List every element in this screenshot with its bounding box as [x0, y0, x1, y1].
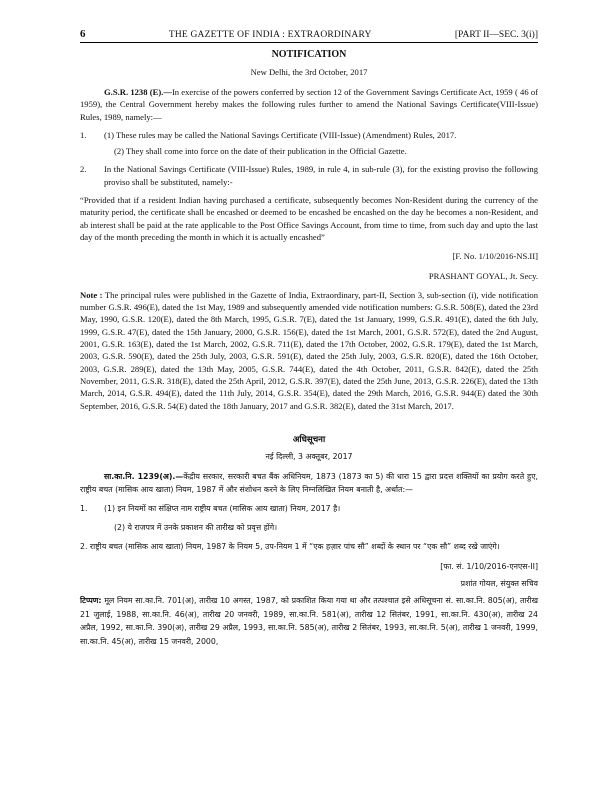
rule-2: 2. In the National Savings Certificate (VIII-Issue) Rules, 1989, in rule 4, in sub-rule (3), for the existing proviso the following proviso shall be substituted, namely:- — [80, 164, 538, 187]
hindi-rule-1-sub-2: (2) ये राजपत्र में उनके प्रकाशन की तारीख को प्रवृत्त होंगे। — [114, 522, 278, 532]
gazette-page — [80, 28, 538, 648]
substituted-proviso: “Provided that if a resident Indian having purchased a certificate, subsequently becomes Non-Resident during the currency of the maturity period, the certificate shall be encashed or deemed to be encashed be encashed on the day he becomes a non-Resident, and ab interest shall be paid at the rate applicable to the Post Office Savings Account, from time to time, from such day and upto the last day of the month preceding the month in which it is actually encashed” — [80, 195, 538, 242]
hindi-rule-2: 2. राष्ट्रीय बचत (मासिक आय खाता) नियम, 1987 के नियम 5, उप-नियम 1 में “एक हज़ार पांच सौ” शब्दों के स्थान पर “एक सौ” शब्द रखे जाएंगे। — [80, 542, 500, 552]
running-header — [80, 28, 538, 43]
note-label: Note : — [80, 289, 103, 300]
gazette-part: [PART II—SEC. 3(i)] — [454, 30, 538, 40]
notification-heading: NOTIFICATION — [271, 49, 347, 60]
hindi-footnote: टिप्पण: मूल नियम सा.का.नि. 701(अ), तारीख 10 अगस्त, 1987, को प्रकाशित किया गया था और तत्पश्चात इसे अधिसूचना सं. सा.का.नि. 805(अ), तारीख 21 जुलाई, 1988, सा.का.नि. 46(अ), तारीख 20 जनवरी, 1989, सा.का.नि. 581(अ), तारीख 12 सितंबर, 1991, सा.का.नि. 430(अ), तारीख 24 अप्रैल, 1992, सा.का.नि. 390(अ), तारीख 29 अप्रैल, 1993, सा.का.नि. 585(अ), तारीख 2 सितंबर, 1993, सा.का.नि. 5(अ), तारीख 1 जनवरी, 1999, सा.का.नि. 45(अ), तारीख 15 जनवरी, 2000, — [80, 596, 539, 646]
hindi-gsr-number: सा.का.नि. 1239(अ).— — [104, 471, 184, 481]
file-number: [F. No. 1/10/2016-NS.II] — [452, 251, 538, 262]
hindi-notification-heading: अधिसूचना — [292, 434, 326, 445]
rule-1-sub-2: (2) They shall come into force on the date of their publication in the Official Gazette. — [114, 146, 407, 157]
notification-preamble: G.S.R. 1238 (E).—In exercise of the powers conferred by section 12 of the Government Savings Certificate Act, 1959 ( 46 of 1959), the Central Government hereby makes the following rules further to amend the National Savings Certificate(VIII-Issue) Rules, 1989, namely:— — [80, 87, 538, 122]
page-number: 6 — [80, 28, 86, 40]
hindi-note-label: टिप्पण: — [80, 596, 102, 606]
rule-1: 1. (1) These rules may be called the National Savings Certificate (VIII-Issue) (Amendment) Rules, 2017. — [80, 129, 457, 140]
hindi-place-date: नई दिल्ली, 3 अक्तूबर, 2017 — [265, 452, 353, 462]
hindi-signatory: प्रशांत गोयल, संयुक्त सचिव — [460, 579, 538, 589]
hindi-file-number: [फा. सं. 1/10/2016-एनएस-II] — [440, 561, 538, 571]
gazette-title: THE GAZETTE OF INDIA : EXTRAORDINARY — [168, 30, 372, 40]
notification-place-date: New Delhi, the 3rd October, 2017 — [250, 67, 368, 77]
footnote: Note : The principal rules were published in the Gazette of India, Extraordinary, part-II, Section 3, sub-section (i), vide notification number G.S.R. 496(E), dated the 1st May, 1989 and subsequently amended vide notification numbers: G.S.R. 508(E), dated the 23rd May, 1990, G.S.R. 120(E), dated the 8th March, 1995, G.S.R. 7(E), dated the 1st January, 1999, G.S.R. 491(E), dated the 6th July, 1999, G.S.R. 47(E), dated the 15th January, 2000, G.S.R. 156(E), dated the 1st March, 2001, G.S.R. 572(E), dated the 2nd August, 2001, G.S.R. 163(E), dated the 1st March, 2002, G.S.R. 711(E), dated the 17th October, 2002, G.S.R. 179(E), dated the 1st March, 2003, G.S.R. 590(E), dated the 25th July, 2003, G.S.R. 591(E), dated the 25th July, 2003, G.S.R. 820(E), dated the 16th October, 2003, G.S.R. 289(E), dated the 13th May, 2005, G.S.R. 744(E), dated the 4th October, 2011, G.S.R. 842(E), dated the 25th November, 2011, G.S.R. 318(E), dated the 25th April, 2012, G.S.R. 397(E), dated the 25th June, 2013, G.S.R. 226(E), dated the 13th March, 2014, G.S.R. 494(E), dated the 11th July, 2014, G.S.R. 354(E), dated the 29th March, 2016, G.S.R. 944(E) dated the 30th September, 2016, G.S.R. 54(E) dated the 18th January, 2017 and G.S.R. 382(E), dated the 31st March, 2017. — [80, 289, 538, 411]
gsr-number: G.S.R. 1238 (E).— — [104, 87, 172, 97]
hindi-preamble: सा.का.नि. 1239(अ).—केंद्रीय सरकार, सरकारी बचत बैंक अधिनियम, 1873 (1873 का 5) की धारा 15 द्वारा प्रदत्त शक्तियों का प्रयोग करते हुए, राष्ट्रीय बचत (मासिक आय खाता) नियम, 1987 में और संशोधन करने के लिए निम्नलिखित नियम बनाती है, अर्थात:— — [80, 471, 538, 495]
signatory: PRASHANT GOYAL, Jt. Secy. — [428, 270, 538, 281]
hindi-rule-1: 1. (1) इन नियमों का संक्षिप्त नाम राष्ट्रीय बचत (मासिक आय खाता) नियम, 2017 है। — [80, 504, 341, 514]
